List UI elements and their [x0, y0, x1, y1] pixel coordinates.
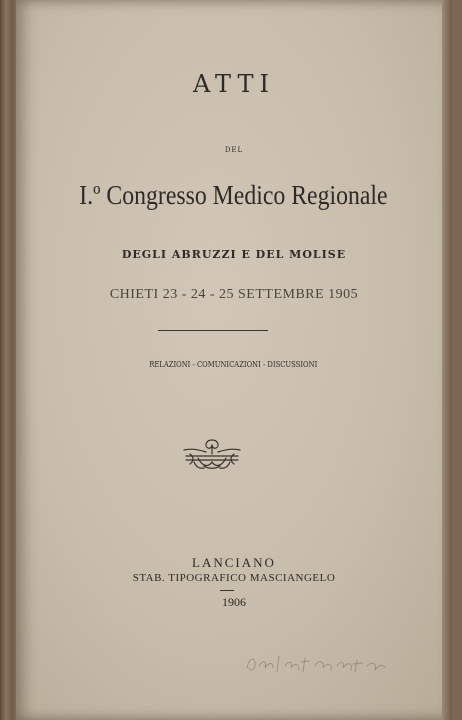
- imprint-year: 1906: [222, 595, 246, 609]
- page-title: ATTI: [193, 70, 275, 98]
- congress-name: I.º Congresso Medico Regionale: [79, 180, 388, 210]
- page-fore-edge: [442, 0, 452, 720]
- divider-rule: [158, 330, 268, 331]
- contents-sections: RELAZIONI - COMUNICAZIONI - DISCUSSIONI: [149, 360, 318, 369]
- title-page: [16, 0, 452, 720]
- place-and-dates: CHIETI 23 - 24 - 25 SETTEMBRE 1905: [109, 287, 359, 302]
- imprint-printer: STAB. TIPOGRAFICO MASCIANGELO: [132, 572, 336, 584]
- imprint-city: LANCIANO: [192, 555, 276, 570]
- floral-vignette-icon: [182, 436, 242, 472]
- preposition-label: DEL: [224, 146, 244, 154]
- region-subtitle: DEGLI ABRUZZI E DEL MOLISE: [121, 248, 347, 261]
- imprint-rule: [220, 590, 234, 591]
- handwritten-pencil-note: [241, 648, 391, 682]
